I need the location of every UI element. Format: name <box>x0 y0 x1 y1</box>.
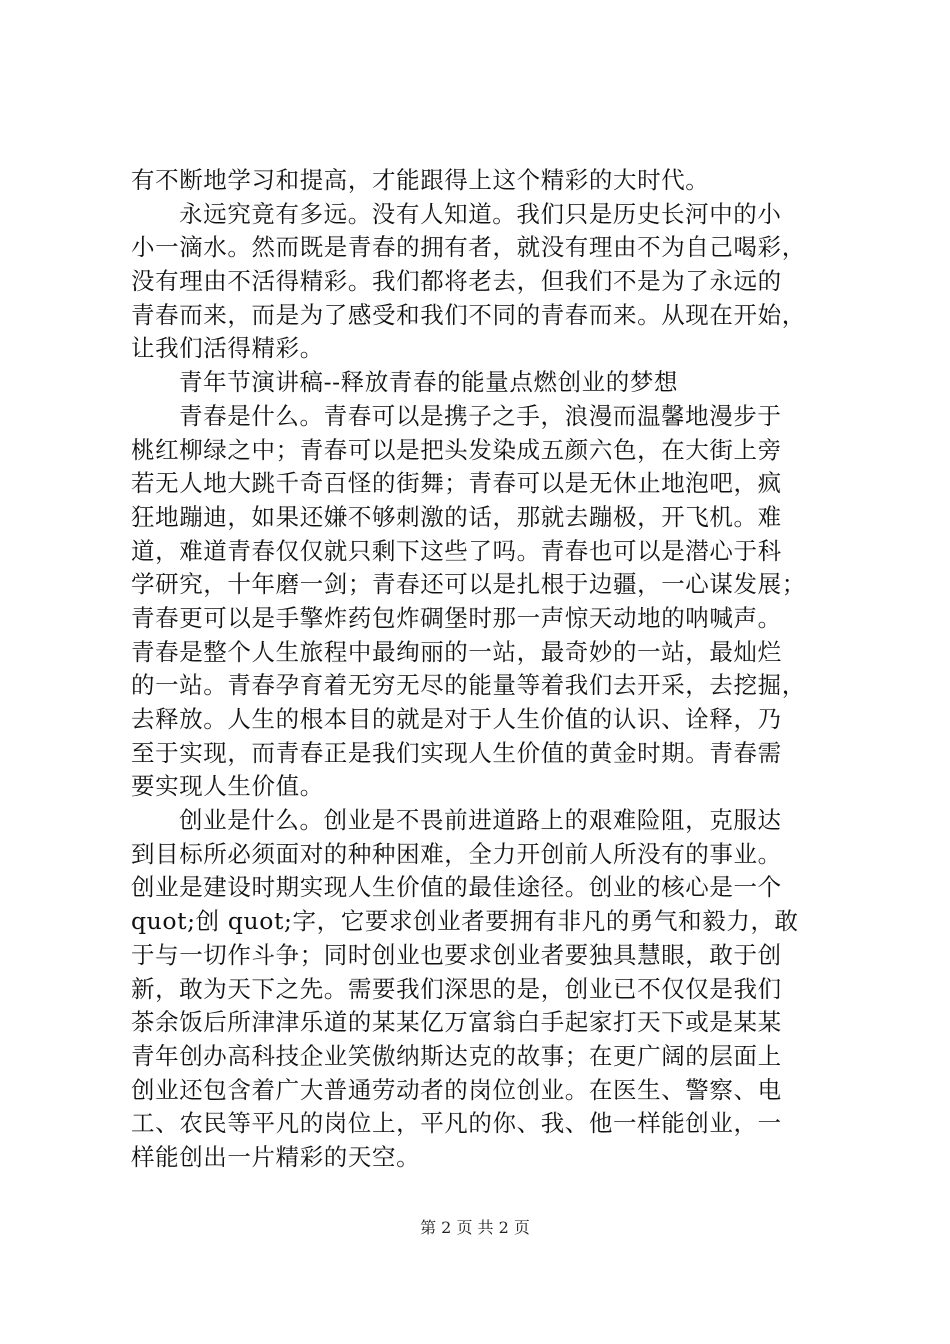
text-line: 茶余饭后所津津乐道的某某亿万富翁白手起家打天下或是某某 <box>131 1008 782 1037</box>
text-line: 的一站。青春孕育着无穷无尽的能量等着我们去开采，去挖掘， <box>131 671 806 700</box>
text-line: 青春更可以是手擎炸药包炸碉堡时那一声惊天动地的呐喊声。 <box>131 603 782 632</box>
text-line: 创业是什么。创业是不畏前进道路上的艰难险阻，克服达 <box>179 806 782 835</box>
text-line: 若无人地大跳千奇百怪的街舞；青春可以是无休止地泡吧，疯 <box>131 469 782 498</box>
text-line: 至于实现，而青春正是我们实现人生价值的黄金时期。青春需 <box>131 738 782 767</box>
text-line: 去释放。人生的根本目的就是对于人生价值的认识、诠释，乃 <box>131 705 782 733</box>
text-line: 小一滴水。然而既是青春的拥有者，就没有理由不为自己喝彩， <box>131 233 806 262</box>
text-line: 道，难道青春仅仅就只剩下这些了吗。青春也可以是潜心于科 <box>131 536 782 565</box>
text-line: 创业是建设时期实现人生价值的最佳途径。创业的核心是一个 <box>131 873 782 902</box>
text-line: 永远究竟有多远。没有人知道。我们只是历史长河中的小 <box>179 199 782 228</box>
text-line: 要实现人生价值。 <box>131 772 324 801</box>
text-line: 工、农民等平凡的岗位上，平凡的你、我、他一样能创业，一 <box>131 1109 782 1138</box>
text-line: 青春而来，而是为了感受和我们不同的青春而来。从现在开始， <box>131 300 806 329</box>
text-line: 新，敢为天下之先。需要我们深思的是，创业已不仅仅是我们 <box>131 974 782 1003</box>
text-line: 样能创出一片精彩的天空。 <box>131 1142 421 1171</box>
text-line: 学研究，十年磨一剑；青春还可以是扎根于边疆，一心谋发展； <box>131 570 806 599</box>
text-line: quot;创 quot;字，它要求创业者要拥有非凡的勇气和毅力，敢 <box>131 907 799 936</box>
text-line: 让我们活得精彩。 <box>131 334 324 363</box>
text-line: 青年创办高科技企业笑傲纳斯达克的故事；在更广阔的层面上 <box>131 1041 782 1070</box>
section-title: 青年节演讲稿--释放青春的能量点燃创业的梦想 <box>179 368 679 397</box>
body-text <box>131 164 836 1175</box>
text-line: 到目标所必须面对的种种困难，全力开创前人所没有的事业。 <box>131 839 782 868</box>
text-line: 狂地蹦迪，如果还嫌不够刺激的话，那就去蹦极，开飞机。难 <box>131 502 782 531</box>
page-footer: 第 2 页 共 2 页 <box>420 1218 530 1237</box>
text-line: 桃红柳绿之中；青春可以是把头发染成五颜六色，在大街上旁 <box>131 435 782 464</box>
text-line: 没有理由不活得精彩。我们都将老去，但我们不是为了永远的 <box>131 267 782 296</box>
text-line: 青春是整个人生旅程中最绚丽的一站，最奇妙的一站，最灿烂 <box>131 637 782 666</box>
text-line: 于与一切作斗争；同时创业也要求创业者要独具慧眼，敢于创 <box>131 940 782 969</box>
text-line: 有不断地学习和提高，才能跟得上这个精彩的大时代。 <box>131 166 710 194</box>
text-line: 青春是什么。青春可以是携子之手，浪漫而温馨地漫步于 <box>179 401 782 430</box>
text-line: 创业还包含着广大普通劳动者的岗位创业。在医生、警察、电 <box>131 1075 782 1104</box>
